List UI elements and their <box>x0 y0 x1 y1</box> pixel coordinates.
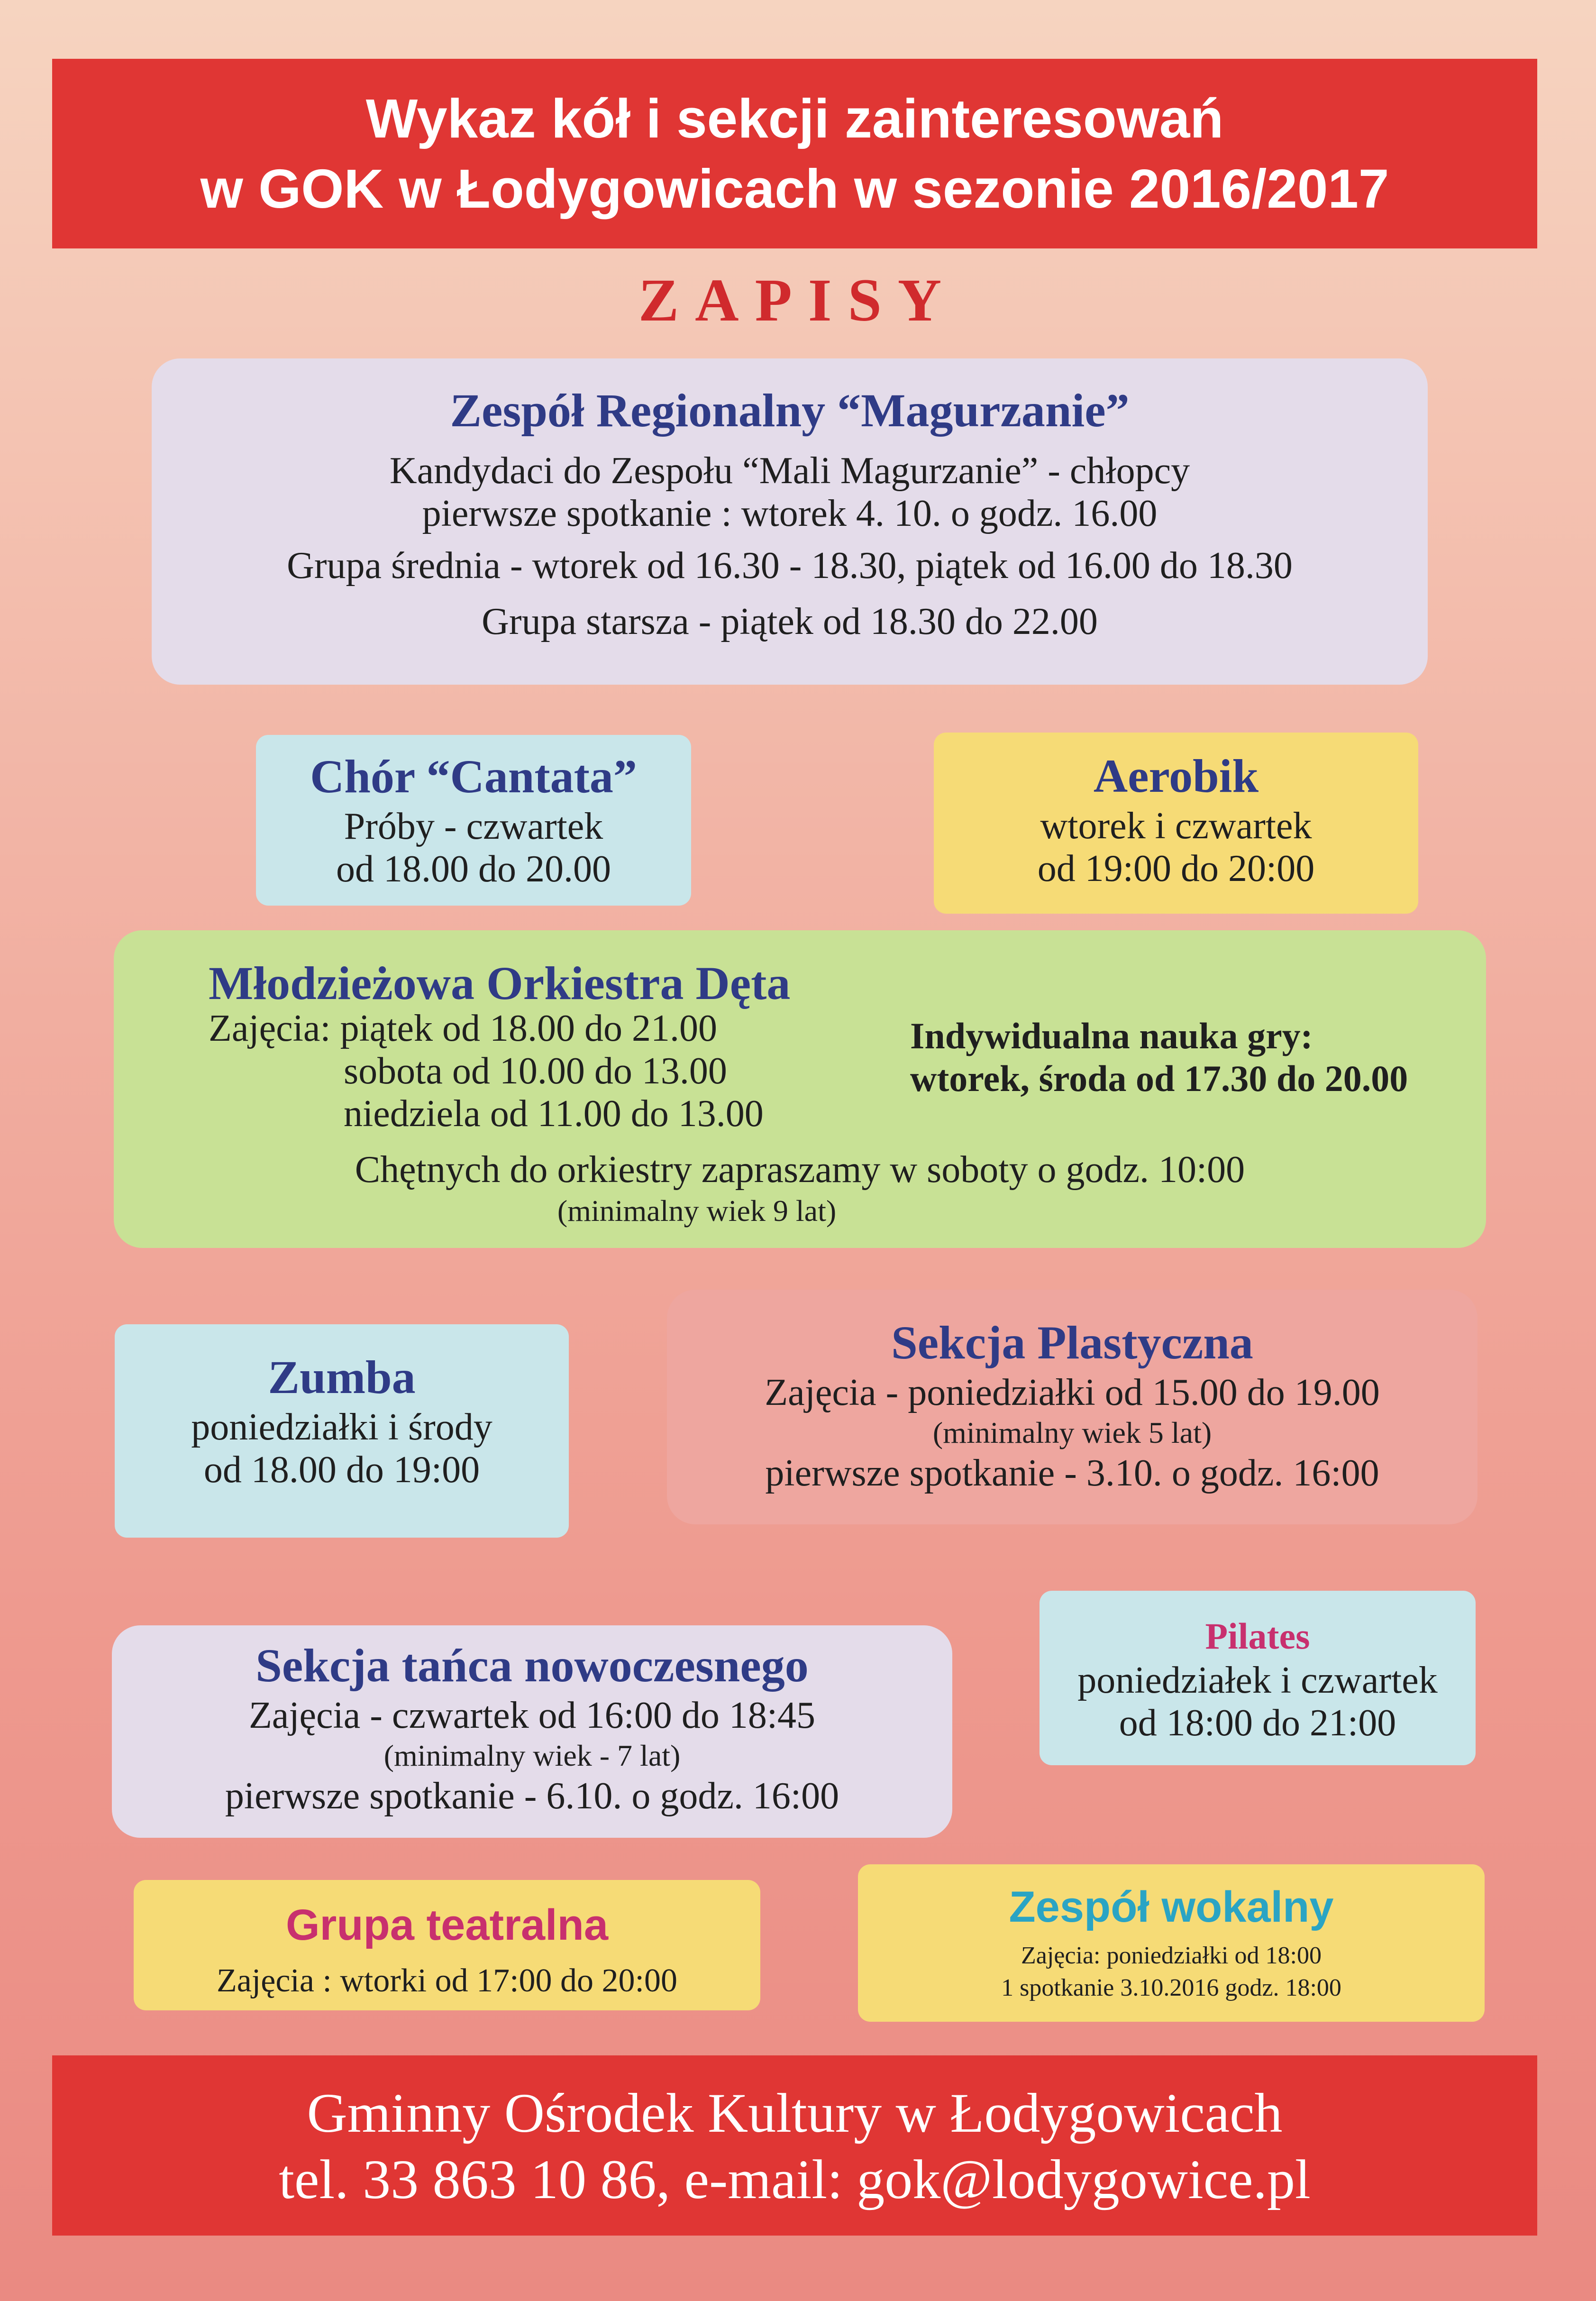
footer-contact: tel. 33 863 10 86, e-mail: gok@lodygowice.pl <box>279 2148 1311 2210</box>
magurzanie-line: Kandydaci do Zespołu “Mali Magurzanie” - chłopcy <box>389 450 1190 492</box>
plastyczna-min-age: (minimalny wiek 5 lat) <box>932 1416 1212 1449</box>
cantata-card <box>256 735 691 906</box>
pilates-line: od 18:00 do 21:00 <box>1119 1702 1396 1744</box>
wokal-line: Zajęcia: poniedziałki od 18:00 <box>1021 1942 1322 1969</box>
zapisy-heading: ZAPISY <box>638 266 958 334</box>
taniec-line: Zajęcia - czwartek od 16:00 do 18:45 <box>248 1695 816 1736</box>
orkiestra-invite: Chętnych do orkiestry zapraszamy w soboty o godz. 10:00 <box>355 1149 1245 1191</box>
wokal-line: 1 spotkanie 3.10.2016 godz. 18:00 <box>1001 1974 1341 2001</box>
taniec-title: Sekcja tańca nowoczesnego <box>255 1639 809 1692</box>
magurzanie-line: pierwsze spotkanie : wtorek 4. 10. o godz. 16.00 <box>422 493 1158 534</box>
aerobik-line: wtorek i czwartek <box>1040 805 1312 847</box>
orkiestra-schedule-line: Zajęcia: piątek od 18.00 do 21.00 <box>209 1008 718 1049</box>
footer-banner <box>52 2055 1537 2236</box>
pilates-line: poniedziałek i czwartek <box>1077 1659 1438 1701</box>
zumba-line: poniedziałki i środy <box>191 1406 492 1448</box>
header-banner <box>52 59 1537 248</box>
wokal-card <box>858 1864 1485 2022</box>
teatr-line: Zajęcia : wtorki od 17:00 do 20:00 <box>216 1962 678 1999</box>
pilates-card <box>1040 1591 1476 1765</box>
orkiestra-card <box>114 930 1486 1248</box>
magurzanie-title: Zespół Regionalny “Magurzanie” <box>450 384 1130 437</box>
magurzanie-line: Grupa średnia - wtorek od 16.30 - 18.30, piątek od 16.00 do 18.30 <box>287 545 1293 587</box>
aerobik-card <box>934 733 1418 914</box>
cantata-title: Chór “Cantata” <box>310 750 637 803</box>
zumba-card <box>115 1324 569 1538</box>
magurzanie-card <box>152 358 1428 685</box>
cantata-line: Próby - czwartek <box>344 806 603 847</box>
zumba-title: Zumba <box>268 1351 416 1403</box>
plastyczna-line: pierwsze spotkanie - 3.10. o godz. 16:00 <box>765 1452 1379 1494</box>
orkiestra-schedule-line: niedziela od 11.00 do 13.00 <box>344 1093 764 1135</box>
orkiestra-schedule-line: sobota od 10.00 do 13.00 <box>344 1050 727 1092</box>
aerobik-line: od 19:00 do 20:00 <box>1037 848 1315 889</box>
plastyczna-card <box>667 1290 1477 1524</box>
header-title-line1: Wykaz kół i sekcji zainteresowań <box>365 88 1224 149</box>
teatr-card <box>134 1880 760 2010</box>
orkiestra-title: Młodzieżowa Orkiestra Dęta <box>209 957 791 1009</box>
orkiestra-individual-line: Indywidualna nauka gry: <box>910 1015 1313 1056</box>
orkiestra-individual-line: wtorek, środa od 17.30 do 20.00 <box>910 1058 1408 1099</box>
taniec-line: pierwsze spotkanie - 6.10. o godz. 16:00 <box>225 1775 839 1817</box>
teatr-title: Grupa teatralna <box>286 1901 608 1949</box>
pilates-title: Pilates <box>1205 1615 1310 1657</box>
zumba-line: od 18.00 do 19:00 <box>203 1449 480 1491</box>
cantata-line: od 18.00 do 20.00 <box>336 848 611 890</box>
orkiestra-min-age: (minimalny wiek 9 lat) <box>557 1194 837 1228</box>
taniec-card <box>112 1625 952 1838</box>
wokal-title: Zespół wokalny <box>1009 1883 1334 1931</box>
footer-line1: Gminny Ośrodek Kultury w Łodygowicach <box>307 2082 1283 2144</box>
magurzanie-line: Grupa starsza - piątek od 18.30 do 22.00 <box>482 601 1098 642</box>
header-title-line2: w GOK w Łodygowicach w sezonie 2016/2017 <box>200 158 1389 220</box>
taniec-min-age: (minimalny wiek - 7 lat) <box>383 1739 681 1772</box>
plastyczna-line: Zajęcia - poniedziałki od 15.00 do 19.00 <box>765 1372 1380 1413</box>
plastyczna-title: Sekcja Plastyczna <box>891 1316 1253 1369</box>
aerobik-title: Aerobik <box>1093 750 1259 802</box>
